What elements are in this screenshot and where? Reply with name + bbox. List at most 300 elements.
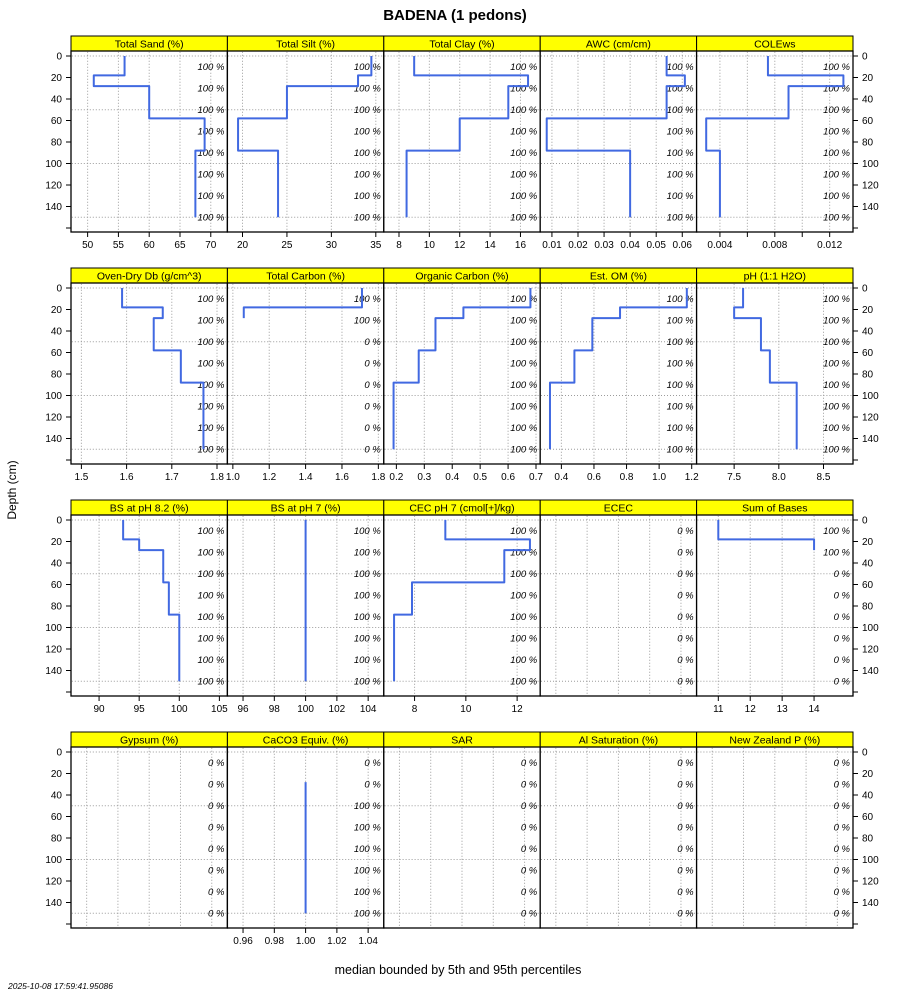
contributing-fraction-label: 0 %	[520, 886, 538, 898]
contributing-fraction-label: 0 %	[677, 908, 694, 920]
x-axis-tick-label: 96	[237, 704, 249, 715]
contributing-fraction-label: 100 %	[823, 358, 850, 370]
x-axis-tick-label: 25	[281, 240, 293, 251]
contributing-fraction-label: 100 %	[353, 83, 381, 95]
contributing-fraction-label: 100 %	[823, 336, 850, 348]
depth-tick-label: 140	[862, 666, 879, 677]
contributing-fraction-label: 100 %	[823, 525, 850, 537]
contributing-fraction-label: 0 %	[833, 822, 850, 834]
contributing-fraction-label: 100 %	[823, 444, 850, 456]
contributing-fraction-label: 100 %	[666, 212, 694, 224]
depth-tick-label: 140	[45, 666, 62, 677]
panel-strip-title: Est. OM (%)	[589, 270, 647, 283]
depth-tick-label: 120	[45, 412, 62, 424]
x-axis-tick-label: 13	[776, 704, 788, 715]
panel-strip-title: COLEws	[754, 38, 796, 51]
depth-tick-label: 0	[56, 747, 62, 759]
depth-tick-label: 100	[862, 623, 879, 634]
contributing-fraction-label: 0 %	[833, 654, 850, 666]
x-axis-tick-label: 10	[423, 240, 435, 251]
contributing-fraction-label: 100 %	[823, 190, 850, 202]
depth-tick-label: 120	[862, 644, 879, 656]
contributing-fraction-label: 100 %	[666, 190, 694, 202]
depth-tick-label: 40	[50, 790, 62, 802]
panel-strip-title: ECEC	[603, 502, 633, 515]
contributing-fraction-label: 100 %	[353, 61, 381, 73]
depth-tick-label: 0	[56, 51, 62, 63]
caption: median bounded by 5th and 95th percentiles	[334, 963, 582, 977]
contributing-fraction-label: 100 %	[197, 590, 225, 602]
contributing-fraction-label: 100 %	[353, 633, 381, 645]
x-axis-tick-label: 8	[396, 240, 402, 251]
contributing-fraction-label: 0 %	[833, 590, 850, 602]
depth-tick-label: 120	[45, 644, 62, 656]
contributing-fraction-label: 0 %	[833, 908, 850, 920]
timestamp: 2025-10-08 17:59:41.95086	[8, 981, 113, 991]
depth-tick-label: 40	[862, 558, 874, 570]
depth-tick-label: 0	[56, 515, 62, 527]
depth-tick-label: 120	[45, 180, 62, 192]
contributing-fraction-label: 100 %	[197, 104, 225, 116]
contributing-fraction-label: 100 %	[823, 422, 850, 434]
contributing-fraction-label: 100 %	[353, 865, 381, 877]
contributing-fraction-label: 100 %	[510, 525, 538, 537]
depth-tick-label: 0	[862, 283, 868, 295]
panel-strip-title: pH (1:1 H2O)	[743, 270, 807, 283]
x-axis-tick-label: 0.6	[587, 472, 601, 483]
panel-strip-title: CaCO3 Equiv. (%)	[262, 734, 349, 747]
contributing-fraction-label: 0 %	[364, 336, 381, 348]
depth-tick-label: 140	[45, 898, 62, 909]
contributing-fraction-label: 100 %	[823, 212, 850, 224]
contributing-fraction-label: 100 %	[666, 126, 694, 138]
contributing-fraction-label: 100 %	[510, 83, 538, 95]
contributing-fraction-label: 100 %	[353, 611, 381, 623]
depth-tick-label: 20	[50, 537, 62, 548]
x-axis-tick-label: 65	[174, 240, 186, 251]
contributing-fraction-label: 0 %	[677, 843, 694, 855]
depth-tick-label: 80	[862, 833, 874, 845]
depth-tick-label: 60	[862, 580, 874, 591]
contributing-fraction-label: 100 %	[353, 654, 381, 666]
contributing-fraction-label: 0 %	[208, 908, 225, 920]
x-axis-tick-label: 8	[411, 704, 418, 715]
contributing-fraction-label: 0 %	[677, 568, 694, 580]
contributing-fraction-label: 0 %	[677, 654, 694, 666]
contributing-fraction-label: 100 %	[197, 633, 225, 645]
depth-tick-label: 100	[45, 159, 62, 170]
depth-tick-label: 80	[862, 369, 874, 381]
contributing-fraction-label: 0 %	[208, 800, 225, 812]
contributing-fraction-label: 0 %	[677, 611, 694, 623]
contributing-fraction-label: 0 %	[833, 611, 850, 623]
contributing-fraction-label: 0 %	[520, 843, 538, 855]
x-axis-tick-label: 90	[93, 704, 105, 715]
contributing-fraction-label: 0 %	[520, 908, 538, 920]
contributing-fraction-label: 100 %	[510, 190, 538, 202]
x-axis-tick-label: 12	[744, 704, 756, 715]
contributing-fraction-label: 100 %	[353, 800, 381, 812]
depth-tick-label: 40	[50, 326, 62, 338]
contributing-fraction-label: 100 %	[510, 61, 538, 73]
contributing-fraction-label: 0 %	[364, 779, 381, 791]
contributing-fraction-label: 100 %	[353, 315, 381, 327]
contributing-fraction-label: 0 %	[833, 779, 850, 791]
contributing-fraction-label: 100 %	[353, 190, 381, 202]
x-axis-tick-label: 102	[328, 704, 346, 715]
depth-tick-label: 0	[862, 515, 868, 527]
y-axis-title: Depth (cm)	[5, 460, 19, 520]
panel-strip-title: Oven-Dry Db (g/cm^3)	[96, 270, 202, 283]
contributing-fraction-label: 100 %	[353, 822, 381, 834]
contributing-fraction-label: 100 %	[510, 358, 538, 370]
contributing-fraction-label: 100 %	[353, 568, 381, 580]
x-axis-tick-label: 12	[454, 240, 466, 251]
x-axis-tick-label: 0.012	[817, 240, 843, 251]
contributing-fraction-label: 100 %	[823, 61, 850, 73]
contributing-fraction-label: 100 %	[197, 547, 225, 559]
contributing-fraction-label: 100 %	[666, 61, 694, 73]
contributing-fraction-label: 0 %	[677, 547, 694, 559]
panel-strip-title: CEC pH 7 (cmol[+]/kg)	[409, 502, 515, 515]
contributing-fraction-label: 0 %	[520, 800, 538, 812]
panel-strip-title: Sum of Bases	[742, 502, 808, 515]
x-axis-tick-label: 0.04	[620, 240, 640, 251]
x-axis-tick-label: 1.00	[295, 936, 316, 947]
depth-tick-label: 80	[862, 137, 874, 149]
contributing-fraction-label: 100 %	[197, 190, 225, 202]
depth-tick-label: 0	[862, 51, 868, 63]
contributing-fraction-label: 100 %	[353, 547, 381, 559]
panel-grid	[45, 36, 879, 947]
contributing-fraction-label: 0 %	[364, 422, 381, 434]
x-axis-tick-label: 0.8	[619, 472, 634, 483]
panel-strip-title: Organic Carbon (%)	[415, 270, 509, 283]
contributing-fraction-label: 100 %	[353, 293, 381, 305]
x-axis-tick-label: 55	[112, 240, 124, 251]
panel-border	[540, 283, 696, 464]
x-axis-tick-label: 0.03	[594, 240, 614, 251]
x-axis-tick-label: 1.0	[225, 472, 240, 483]
panel-strip-title: Total Silt (%)	[276, 38, 336, 51]
x-axis-tick-label: 1.02	[327, 936, 347, 947]
x-axis-tick-label: 30	[325, 240, 337, 251]
contributing-fraction-label: 0 %	[833, 676, 850, 688]
contributing-fraction-label: 0 %	[364, 444, 381, 456]
depth-tick-label: 40	[862, 790, 874, 802]
contributing-fraction-label: 100 %	[353, 212, 381, 224]
contributing-fraction-label: 0 %	[833, 865, 850, 877]
contributing-fraction-label: 100 %	[353, 590, 381, 602]
depth-tick-label: 20	[862, 769, 874, 780]
contributing-fraction-label: 100 %	[353, 525, 381, 537]
contributing-fraction-label: 100 %	[666, 147, 694, 159]
contributing-fraction-label: 100 %	[823, 104, 850, 116]
x-axis-tick-label: 1.2	[684, 472, 699, 483]
contributing-fraction-label: 100 %	[197, 212, 225, 224]
contributing-fraction-label: 100 %	[510, 169, 538, 181]
contributing-fraction-label: 100 %	[666, 422, 694, 434]
contributing-fraction-label: 0 %	[208, 757, 225, 769]
contributing-fraction-label: 100 %	[353, 147, 381, 159]
page-title: BADENA (1 pedons)	[383, 7, 527, 24]
depth-tick-label: 100	[862, 159, 879, 170]
x-axis-tick-label: 14	[484, 240, 496, 251]
depth-tick-label: 140	[45, 202, 62, 213]
contributing-fraction-label: 100 %	[197, 676, 225, 688]
contributing-fraction-label: 100 %	[197, 654, 225, 666]
depth-tick-label: 20	[862, 537, 874, 548]
contributing-fraction-label: 100 %	[510, 104, 538, 116]
depth-tick-label: 120	[862, 876, 879, 888]
contributing-fraction-label: 100 %	[666, 315, 694, 327]
x-axis-tick-label: 7.5	[727, 472, 742, 483]
depth-tick-label: 140	[862, 898, 879, 909]
contributing-fraction-label: 100 %	[666, 104, 694, 116]
x-axis-tick-label: 95	[133, 704, 145, 715]
depth-tick-label: 40	[50, 94, 62, 106]
x-axis-tick-label: 1.6	[119, 472, 134, 483]
x-axis-tick-label: 20	[236, 240, 249, 251]
contributing-fraction-label: 0 %	[208, 779, 225, 791]
contributing-fraction-label: 100 %	[510, 444, 538, 456]
contributing-fraction-label: 100 %	[197, 293, 225, 305]
depth-tick-label: 60	[50, 116, 62, 127]
x-axis-tick-label: 0.4	[554, 472, 569, 483]
panel-strip-title: Total Clay (%)	[429, 38, 495, 51]
x-axis-tick-label: 8.0	[771, 472, 786, 483]
depth-tick-label: 20	[50, 73, 62, 84]
x-axis-tick-label: 104	[359, 704, 377, 715]
x-axis-tick-label: 12	[511, 704, 523, 715]
x-axis-tick-label: 98	[268, 704, 280, 715]
contributing-fraction-label: 0 %	[520, 822, 538, 834]
contributing-fraction-label: 0 %	[208, 843, 225, 855]
panel-border	[697, 515, 853, 696]
depth-tick-label: 140	[45, 434, 62, 445]
contributing-fraction-label: 100 %	[197, 169, 225, 181]
depth-tick-label: 100	[862, 391, 879, 402]
contributing-fraction-label: 100 %	[510, 611, 538, 623]
contributing-fraction-label: 100 %	[197, 525, 225, 537]
x-axis-tick-label: 0.02	[568, 240, 588, 251]
contributing-fraction-label: 100 %	[197, 611, 225, 623]
x-axis-tick-label: 0.06	[672, 240, 692, 251]
panel-strip-title: BS at pH 8.2 (%)	[109, 502, 189, 515]
contributing-fraction-label: 100 %	[823, 147, 850, 159]
contributing-fraction-label: 100 %	[197, 126, 225, 138]
contributing-fraction-label: 100 %	[197, 336, 225, 348]
x-axis-tick-label: 105	[211, 704, 228, 715]
contributing-fraction-label: 0 %	[833, 757, 850, 769]
depth-tick-label: 40	[862, 94, 874, 106]
contributing-fraction-label: 0 %	[677, 633, 694, 645]
contributing-fraction-label: 100 %	[666, 401, 694, 413]
x-axis-tick-label: 0.98	[264, 936, 285, 947]
contributing-fraction-label: 100 %	[353, 676, 381, 688]
contributing-fraction-label: 100 %	[353, 104, 381, 116]
contributing-fraction-label: 0 %	[364, 401, 381, 413]
contributing-fraction-label: 100 %	[353, 843, 381, 855]
x-axis-tick-label: 0.6	[501, 472, 516, 483]
contributing-fraction-label: 0 %	[520, 779, 538, 791]
panel-strip-title: Total Carbon (%)	[266, 270, 345, 283]
contributing-fraction-label: 0 %	[520, 757, 538, 769]
panel-strip-title: New Zealand P (%)	[729, 734, 821, 747]
x-axis-tick-label: 1.5	[74, 472, 89, 483]
contributing-fraction-label: 0 %	[833, 800, 850, 812]
x-axis-tick-label: 0.2	[389, 472, 404, 483]
x-axis-tick-label: 14	[808, 704, 820, 715]
contributing-fraction-label: 0 %	[364, 379, 381, 391]
depth-tick-label: 60	[862, 348, 874, 359]
contributing-fraction-label: 100 %	[197, 61, 225, 73]
x-axis-tick-label: 0.008	[762, 240, 788, 251]
x-axis-tick-label: 11	[713, 704, 724, 715]
contributing-fraction-label: 100 %	[666, 293, 694, 305]
contributing-fraction-label: 100 %	[666, 83, 694, 95]
x-axis-tick-label: 16	[514, 240, 527, 251]
contributing-fraction-label: 0 %	[208, 886, 225, 898]
contributing-fraction-label: 100 %	[510, 590, 538, 602]
x-axis-tick-label: 0.01	[542, 240, 562, 251]
contributing-fraction-label: 0 %	[677, 525, 694, 537]
contributing-fraction-label: 100 %	[823, 547, 850, 559]
x-axis-tick-label: 1.7	[164, 472, 179, 483]
depth-tick-label: 40	[50, 558, 62, 570]
panel-border	[71, 515, 227, 696]
contributing-fraction-label: 100 %	[510, 654, 538, 666]
contributing-fraction-label: 100 %	[823, 293, 850, 305]
contributing-fraction-label: 100 %	[353, 886, 381, 898]
x-axis-tick-label: 0.05	[646, 240, 666, 251]
contributing-fraction-label: 0 %	[833, 843, 850, 855]
panel-strip-title: BS at pH 7 (%)	[270, 502, 341, 515]
contributing-fraction-label: 100 %	[823, 83, 850, 95]
contributing-fraction-label: 0 %	[520, 865, 538, 877]
contributing-fraction-label: 100 %	[823, 126, 850, 138]
x-axis-tick-label: 1.6	[335, 472, 349, 483]
depth-tick-label: 60	[50, 580, 62, 591]
depth-tick-label: 80	[862, 601, 874, 613]
x-axis-tick-label: 70	[205, 240, 217, 251]
contributing-fraction-label: 100 %	[353, 126, 381, 138]
contributing-fraction-label: 100 %	[666, 358, 694, 370]
contributing-fraction-label: 100 %	[666, 379, 694, 391]
contributing-fraction-label: 100 %	[510, 147, 538, 159]
x-axis-tick-label: 100	[170, 704, 188, 715]
depth-tick-label: 80	[50, 833, 62, 845]
x-axis-tick-label: 0.3	[417, 472, 432, 483]
contributing-fraction-label: 0 %	[677, 822, 694, 834]
x-axis-tick-label: 8.5	[816, 472, 831, 483]
depth-tick-label: 80	[50, 137, 62, 149]
depth-tick-label: 100	[45, 391, 62, 402]
panel-border	[697, 283, 853, 464]
contributing-fraction-label: 100 %	[510, 293, 538, 305]
contributing-fraction-label: 100 %	[823, 315, 850, 327]
contributing-fraction-label: 100 %	[510, 422, 538, 434]
contributing-fraction-label: 100 %	[510, 633, 538, 645]
contributing-fraction-label: 100 %	[823, 401, 850, 413]
contributing-fraction-label: 100 %	[510, 568, 538, 580]
panel-border	[384, 283, 540, 464]
contributing-fraction-label: 0 %	[677, 779, 694, 791]
contributing-fraction-label: 0 %	[208, 822, 225, 834]
depth-tick-label: 0	[862, 747, 868, 759]
contributing-fraction-label: 100 %	[197, 83, 225, 95]
contributing-fraction-label: 100 %	[353, 169, 381, 181]
x-axis-tick-label: 0.5	[473, 472, 488, 483]
depth-tick-label: 80	[50, 601, 62, 613]
x-axis-tick-label: 1.2	[262, 472, 277, 483]
contributing-fraction-label: 0 %	[364, 757, 381, 769]
x-axis-tick-label: 1.8	[371, 472, 386, 483]
x-axis-tick-label: 10	[460, 704, 472, 715]
contributing-fraction-label: 100 %	[823, 379, 850, 391]
depth-tick-label: 60	[862, 812, 874, 823]
panel-strip-title: SAR	[451, 734, 473, 747]
x-axis-tick-label: 1.8	[210, 472, 224, 483]
x-axis-tick-label: 1.0	[652, 472, 667, 483]
x-axis-tick-label: 60	[143, 240, 155, 251]
depth-tick-label: 60	[862, 116, 874, 127]
contributing-fraction-label: 0 %	[208, 865, 225, 877]
depth-tick-label: 60	[50, 812, 62, 823]
x-axis-tick-label: 1.04	[358, 936, 378, 947]
x-axis-tick-label: 0.4	[445, 472, 460, 483]
contributing-fraction-label: 0 %	[677, 590, 694, 602]
x-axis-tick-label: 35	[370, 240, 382, 251]
panel-strip-title: Al Saturation (%)	[578, 734, 659, 747]
panel-strip-title: Total Sand (%)	[114, 38, 184, 51]
contributing-fraction-label: 0 %	[833, 633, 850, 645]
contributing-fraction-label: 0 %	[833, 886, 850, 898]
panel-strip-title: AWC (cm/cm)	[585, 38, 651, 51]
x-axis-tick-label: 0.004	[707, 240, 733, 251]
contributing-fraction-label: 100 %	[510, 676, 538, 688]
contributing-fraction-label: 100 %	[510, 379, 538, 391]
contributing-fraction-label: 100 %	[197, 401, 225, 413]
depth-tick-label: 120	[862, 180, 879, 192]
depth-tick-label: 140	[862, 202, 879, 213]
contributing-fraction-label: 100 %	[510, 212, 538, 224]
x-axis-tick-label: 0.7	[529, 472, 543, 483]
panel-border	[540, 51, 696, 232]
contributing-fraction-label: 100 %	[510, 336, 538, 348]
contributing-fraction-label: 100 %	[197, 422, 225, 434]
contributing-fraction-label: 100 %	[197, 358, 225, 370]
contributing-fraction-label: 100 %	[197, 379, 225, 391]
contributing-fraction-label: 100 %	[666, 336, 694, 348]
depth-tick-label: 60	[50, 348, 62, 359]
depth-tick-label: 0	[56, 283, 62, 295]
contributing-fraction-label: 0 %	[677, 800, 694, 812]
contributing-fraction-label: 100 %	[197, 444, 225, 456]
x-axis-tick-label: 50	[82, 240, 94, 251]
contributing-fraction-label: 100 %	[510, 315, 538, 327]
panel-border	[227, 51, 383, 232]
contributing-fraction-label: 100 %	[353, 908, 381, 920]
depth-tick-label: 140	[862, 434, 879, 445]
contributing-fraction-label: 0 %	[364, 358, 381, 370]
contributing-fraction-label: 100 %	[510, 547, 538, 559]
depth-tick-label: 20	[50, 305, 62, 316]
depth-tick-label: 100	[45, 855, 62, 866]
contributing-fraction-label: 0 %	[677, 865, 694, 877]
panel-strip-title: Gypsum (%)	[120, 734, 179, 747]
contributing-fraction-label: 100 %	[197, 568, 225, 580]
